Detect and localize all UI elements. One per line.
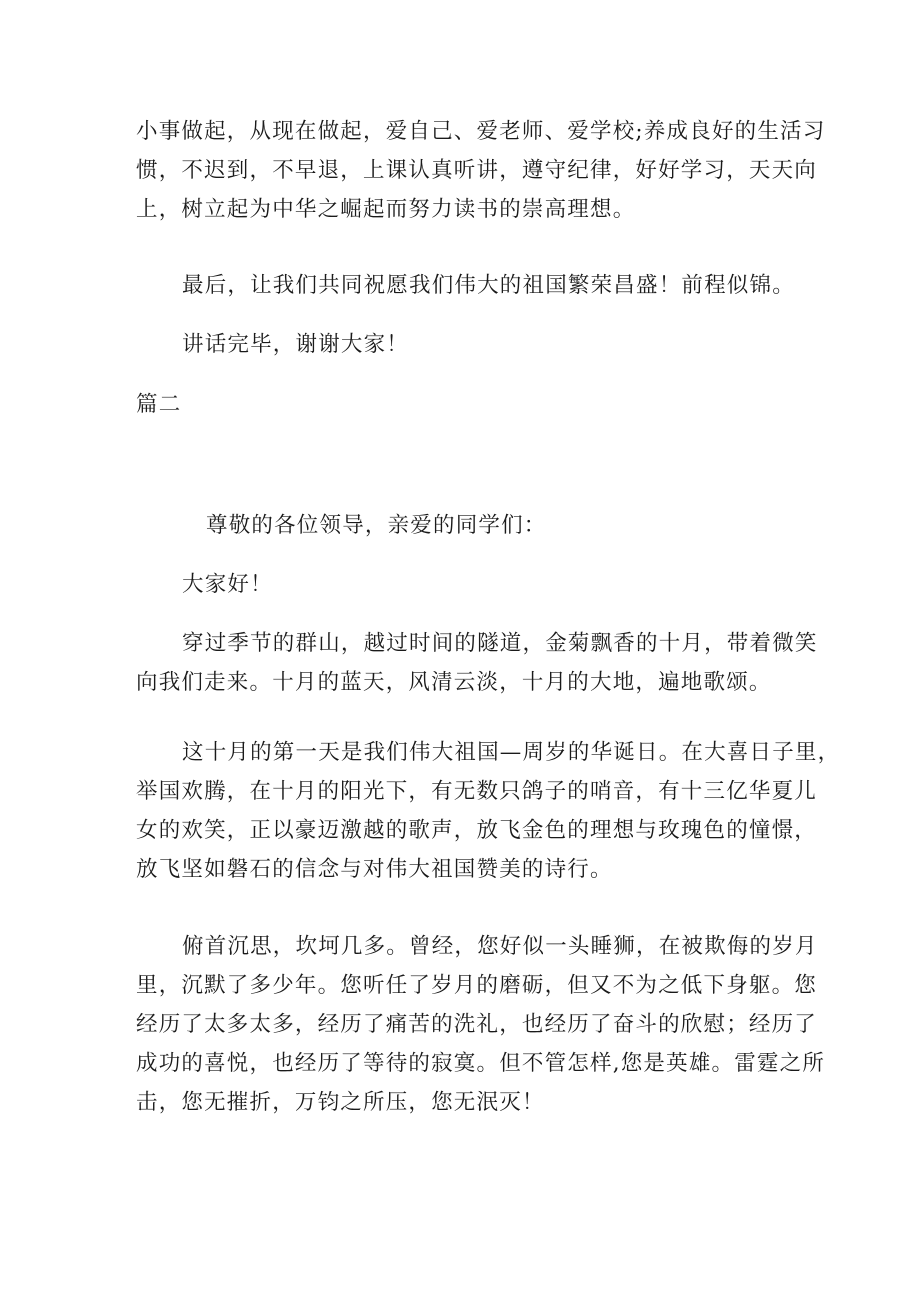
greeting-text: 大家好！ bbox=[182, 572, 273, 597]
section-heading-text: 篇二 bbox=[136, 392, 182, 417]
paragraph-1-line-1: 小事做起，从现在做起，爱自己、爱老师、爱学校;养成良好的生活习 bbox=[136, 119, 826, 144]
paragraph-2-text: 最后，让我们共同祝愿我们伟大的祖国繁荣昌盛！前程似锦。 bbox=[182, 273, 795, 298]
paragraph-3 bbox=[136, 325, 796, 364]
salutation-text: 尊敬的各位领导，亲爱的同学们： bbox=[206, 513, 547, 538]
paragraph-4-line-2: 向我们走来。十月的蓝天，风清云淡，十月的大地，遍地歌颂。 bbox=[136, 670, 772, 695]
paragraph-4 bbox=[136, 624, 818, 702]
paragraph-3-text: 讲话完毕，谢谢大家！ bbox=[182, 332, 410, 357]
paragraph-6-line-2: 里，沉默了多少年。您听任了岁月的磨砺，但又不为之低下身躯。您 bbox=[136, 973, 818, 998]
paragraph-6-line-4: 成功的喜悦，也经历了等待的寂寞。但不管怎样,您是英雄。雷霆之所 bbox=[136, 1051, 826, 1076]
section-heading bbox=[136, 385, 796, 424]
paragraph-5-line-4: 放飞坚如磐石的信念与对伟大祖国赞美的诗行。 bbox=[136, 857, 613, 882]
paragraph-6 bbox=[136, 927, 826, 1122]
salutation bbox=[136, 506, 796, 545]
paragraph-5-line-1: 这十月的第一天是我们伟大祖国—周岁的华诞日。在大喜日子里， bbox=[182, 740, 841, 765]
paragraph-6-line-1: 俯首沉思，坎坷几多。曾经，您好似一头睡狮，在被欺侮的岁月 bbox=[182, 934, 818, 959]
paragraph-6-line-5: 击，您无摧折，万钧之所压，您无泯灭！ bbox=[136, 1090, 545, 1115]
paragraph-1-line-3: 上，树立起为中华之崛起而努力读书的崇高理想。 bbox=[136, 197, 636, 222]
paragraph-5 bbox=[136, 733, 841, 889]
paragraph-1 bbox=[136, 112, 826, 229]
paragraph-6-line-3: 经历了太多太多，经历了痛苦的洗礼，也经历了奋斗的欣慰；经历了 bbox=[136, 1012, 818, 1037]
paragraph-4-line-1: 穿过季节的群山，越过时间的隧道，金菊飘香的十月，带着微笑 bbox=[182, 631, 818, 656]
paragraph-5-line-3: 女的欢笑，正以豪迈激越的歌声，放飞金色的理想与玫瑰色的憧憬， bbox=[136, 818, 818, 843]
paragraph-2 bbox=[136, 266, 796, 305]
greeting bbox=[136, 565, 796, 604]
paragraph-5-line-2: 举国欢腾，在十月的阳光下，有无数只鸽子的哨音，有十三亿华夏儿 bbox=[136, 779, 818, 804]
paragraph-1-line-2: 惯，不迟到，不早退，上课认真听讲，遵守纪律，好好学习，天天向 bbox=[136, 158, 818, 183]
